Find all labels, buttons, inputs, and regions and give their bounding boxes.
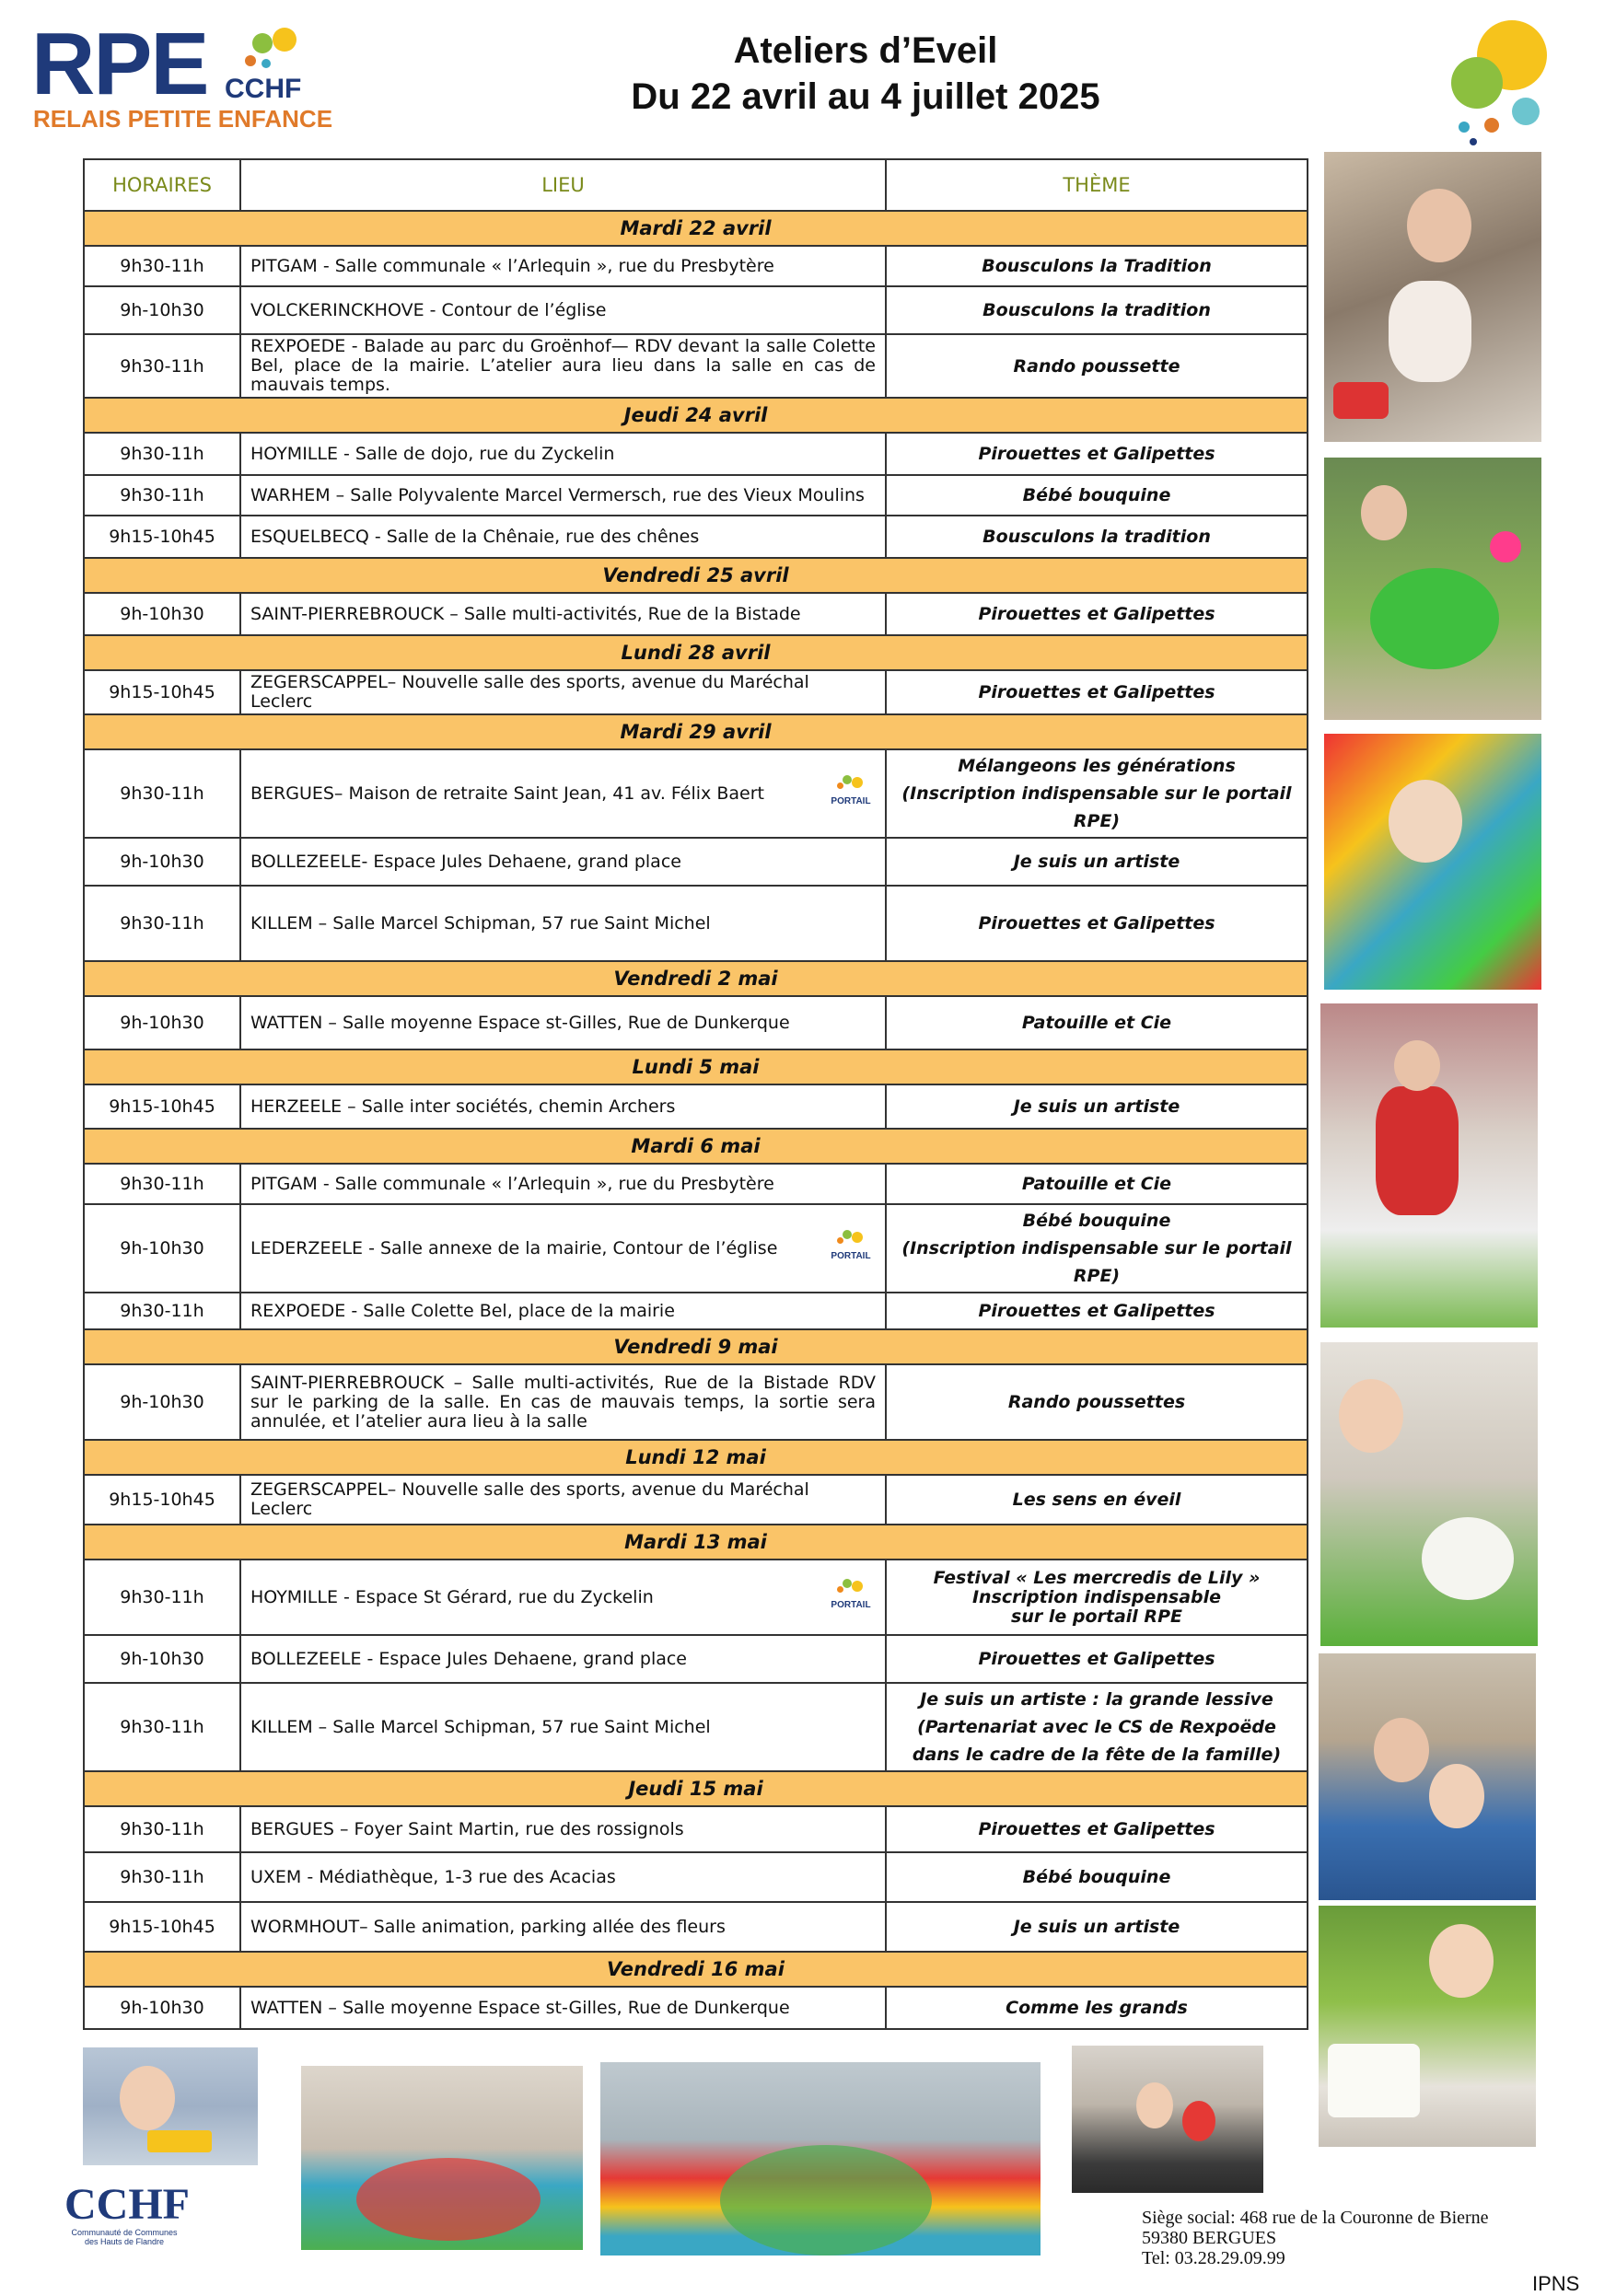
day-label: Vendredi 16 mai — [84, 1952, 1308, 1987]
theme-line: Mélangeons les générations — [958, 756, 1236, 776]
time-cell: 9h15-10h45 — [84, 1902, 240, 1952]
table-row — [84, 1164, 1308, 1204]
theme-cell: Bousculons la Tradition — [886, 246, 1308, 286]
theme-cell: Rando poussette — [886, 334, 1308, 398]
place-cell: KILLEM – Salle Marcel Schipman, 57 rue Saint Michel — [240, 886, 886, 961]
time-cell: 9h-10h30 — [84, 1204, 240, 1293]
table-row — [84, 1560, 1308, 1635]
day-row — [84, 1129, 1308, 1164]
day-label: Vendredi 25 avril — [84, 558, 1308, 593]
place-text: HOYMILLE - Espace St Gérard, rue du Zyckelin — [250, 1586, 654, 1607]
photo-parachute — [600, 2062, 1041, 2255]
photo-painting-floor — [1320, 1003, 1538, 1328]
place-cell: WATTEN – Salle moyenne Espace st-Gilles, Rue de Dunkerque — [240, 996, 886, 1049]
day-row — [84, 1440, 1308, 1475]
theme-cell — [886, 1560, 1308, 1635]
time-cell: 9h15-10h45 — [84, 1475, 240, 1525]
time-cell: 9h30-11h — [84, 749, 240, 838]
table-row — [84, 516, 1308, 558]
time-cell: 9h30-11h — [84, 246, 240, 286]
place-cell: WORMHOUT– Salle animation, parking allée des fleurs — [240, 1902, 886, 1952]
day-row — [84, 211, 1308, 246]
place-cell: UXEM - Médiathèque, 1-3 rue des Acacias — [240, 1852, 886, 1902]
photo-crafts — [1319, 1906, 1536, 2147]
col-header-lieu: LIEU — [240, 159, 886, 211]
table-row — [84, 593, 1308, 635]
time-cell: 9h-10h30 — [84, 1987, 240, 2029]
photo-blue-tarp — [1319, 1653, 1536, 1900]
time-cell: 9h30-11h — [84, 1560, 240, 1635]
day-label: Mardi 6 mai — [84, 1129, 1308, 1164]
theme-cell — [886, 1204, 1308, 1293]
time-cell: 9h-10h30 — [84, 1364, 240, 1440]
rpe-logo — [31, 15, 333, 133]
place-cell — [240, 1560, 886, 1635]
portail-label: PORTAIL — [831, 1251, 871, 1261]
theme-line: Je suis un artiste : la grande lessive — [920, 1689, 1273, 1710]
photo-ball-pit — [1324, 734, 1541, 990]
table-row — [84, 886, 1308, 961]
theme-cell: Je suis un artiste — [886, 1902, 1308, 1952]
place-cell: SAINT-PIERREBROUCK – Salle multi-activités, Rue de la Bistade — [240, 593, 886, 635]
table-row — [84, 996, 1308, 1049]
photo-baby-book — [83, 2047, 258, 2165]
logo-dot-icon — [273, 28, 296, 52]
theme-cell: Pirouettes et Galipettes — [886, 433, 1308, 475]
place-cell: VOLCKERINCKHOVE - Contour de l’église — [240, 286, 886, 334]
table-row — [84, 1806, 1308, 1852]
place-cell: BOLLEZEELE- Espace Jules Dehaene, grand place — [240, 838, 886, 886]
day-row — [84, 635, 1308, 670]
day-row — [84, 1952, 1308, 1987]
place-cell: ZEGERSCAPPEL– Nouvelle salle des sports, avenue du Maréchal Leclerc — [240, 1475, 886, 1525]
time-cell: 9h30-11h — [84, 1683, 240, 1771]
time-cell: 9h-10h30 — [84, 996, 240, 1049]
theme-line: (Partenariat avec le CS de Rexpoëde dans le cadre de la fête de la famille) — [912, 1717, 1282, 1765]
photo-circle-mat — [301, 2066, 583, 2250]
theme-line: Inscription indispensable — [971, 1586, 1222, 1607]
place-cell: BOLLEZEELE - Espace Jules Dehaene, grand place — [240, 1635, 886, 1683]
theme-line: (Inscription indispensable sur le portail RPE) — [901, 1238, 1292, 1286]
day-row — [84, 398, 1308, 433]
logo-dot-icon — [262, 59, 271, 68]
address-line: Siège social: 468 rue de la Couronne de Bierne — [1142, 2208, 1489, 2228]
address-line: Tel: 03.28.29.09.99 — [1142, 2248, 1285, 2268]
theme-cell: Je suis un artiste — [886, 838, 1308, 886]
place-cell: WATTEN – Salle moyenne Espace st-Gilles, Rue de Dunkerque — [240, 1987, 886, 2029]
place-cell — [240, 1204, 886, 1293]
table-row — [84, 433, 1308, 475]
table-row — [84, 286, 1308, 334]
day-row — [84, 558, 1308, 593]
place-cell: REXPOEDE - Balade au parc du Groënhof— RDV devant la salle Colette Bel, place de la mairie. L’atelier aura lieu dans la salle en cas de mauvais temps. — [240, 334, 886, 398]
day-label: Jeudi 24 avril — [84, 398, 1308, 433]
theme-cell: Bousculons la tradition — [886, 516, 1308, 558]
table-row — [84, 1084, 1308, 1129]
decor-dot-icon — [1512, 98, 1540, 125]
day-label: Vendredi 9 mai — [84, 1329, 1308, 1364]
day-row — [84, 1771, 1308, 1806]
photo-mother-baby — [1324, 152, 1541, 442]
theme-cell: Bébé bouquine — [886, 475, 1308, 516]
time-cell: 9h-10h30 — [84, 838, 240, 886]
place-cell: PITGAM - Salle communale « l’Arlequin », rue du Presbytère — [240, 246, 886, 286]
day-label: Lundi 5 mai — [84, 1049, 1308, 1084]
logo-dot-icon — [252, 33, 273, 53]
time-cell: 9h30-11h — [84, 1852, 240, 1902]
theme-cell: Pirouettes et Galipettes — [886, 670, 1308, 714]
day-label: Mardi 13 mai — [84, 1525, 1308, 1560]
place-cell: SAINT-PIERREBROUCK – Salle multi-activités, Rue de la Bistade RDV sur le parking de la salle. En cas de mauvais temps, la sortie sera annulée, et l’atelier aura lieu à la salle — [240, 1364, 886, 1440]
footer-logo-text: CCHF — [64, 2180, 190, 2229]
logo-rpe-text: RPE — [31, 15, 208, 113]
time-cell: 9h30-11h — [84, 475, 240, 516]
day-label: Mardi 22 avril — [84, 211, 1308, 246]
footer-logo-subtitle: Communauté de Communes des Hauts de Flandre — [71, 2228, 178, 2246]
day-row — [84, 961, 1308, 996]
time-cell: 9h30-11h — [84, 1164, 240, 1204]
title-line-1: Ateliers d’Eveil — [733, 30, 998, 71]
portail-label: PORTAIL — [831, 1600, 871, 1610]
time-cell: 9h-10h30 — [84, 1635, 240, 1683]
portail-logo-icon — [830, 775, 872, 812]
day-row — [84, 1049, 1308, 1084]
theme-cell: Comme les grands — [886, 1987, 1308, 2029]
theme-cell: Pirouettes et Galipettes — [886, 593, 1308, 635]
theme-line: Festival « Les mercredis de Lily » — [933, 1567, 1261, 1588]
theme-line: (Inscription indispensable sur le portail RPE) — [901, 783, 1292, 831]
table-row — [84, 1987, 1308, 2029]
photo-playground — [1072, 2046, 1263, 2193]
time-cell: 9h30-11h — [84, 433, 240, 475]
place-text: LEDERZEELE - Salle annexe de la mairie, Contour de l’église — [250, 1237, 778, 1258]
col-header-horaires: HORAIRES — [84, 159, 240, 211]
time-cell: 9h30-11h — [84, 1293, 240, 1329]
portail-label: PORTAIL — [831, 796, 871, 806]
theme-cell: Pirouettes et Galipettes — [886, 1635, 1308, 1683]
day-row — [84, 714, 1308, 749]
decor-dot-icon — [1470, 138, 1477, 145]
table-row — [84, 334, 1308, 398]
theme-cell: Pirouettes et Galipettes — [886, 1293, 1308, 1329]
time-cell: 9h15-10h45 — [84, 516, 240, 558]
portail-logo-icon — [830, 1230, 872, 1267]
table-row — [84, 1204, 1308, 1293]
col-header-theme: THÈME — [886, 159, 1308, 211]
schedule-table — [83, 158, 1308, 2030]
day-label: Lundi 28 avril — [84, 635, 1308, 670]
logo-subtitle: RELAIS PETITE ENFANCE — [33, 105, 333, 133]
place-cell: BERGUES – Foyer Saint Martin, rue des rossignols — [240, 1806, 886, 1852]
day-row — [84, 1329, 1308, 1364]
table-row — [84, 838, 1308, 886]
time-cell: 9h15-10h45 — [84, 670, 240, 714]
photo-child-art — [1320, 1342, 1538, 1646]
theme-cell — [886, 749, 1308, 838]
logo-cchf-text: CCHF — [225, 74, 302, 104]
decor-dot-icon — [1484, 118, 1499, 133]
table-row — [84, 1364, 1308, 1440]
place-text: BERGUES– Maison de retraite Saint Jean, 41 av. Félix Baert — [250, 783, 764, 804]
theme-cell: Je suis un artiste — [886, 1084, 1308, 1129]
ipns-label: IPNS — [1532, 2272, 1580, 2295]
theme-line: sur le portail RPE — [1011, 1606, 1182, 1627]
decor-dot-icon — [1459, 122, 1470, 133]
theme-cell — [886, 1683, 1308, 1771]
cchf-footer-logo — [64, 2182, 239, 2246]
title-line-2: Du 22 avril au 4 juillet 2025 — [631, 76, 1100, 117]
day-label: Mardi 29 avril — [84, 714, 1308, 749]
theme-cell: Rando poussettes — [886, 1364, 1308, 1440]
theme-cell: Pirouettes et Galipettes — [886, 886, 1308, 961]
table-row — [84, 1852, 1308, 1902]
time-cell: 9h15-10h45 — [84, 1084, 240, 1129]
place-cell: REXPOEDE - Salle Colette Bel, place de la mairie — [240, 1293, 886, 1329]
table-row — [84, 1902, 1308, 1952]
theme-cell: Bousculons la tradition — [886, 286, 1308, 334]
day-row — [84, 1525, 1308, 1560]
day-label: Jeudi 15 mai — [84, 1771, 1308, 1806]
table-header-row — [84, 159, 1308, 211]
place-cell — [240, 749, 886, 838]
place-cell: ZEGERSCAPPEL– Nouvelle salle des sports, avenue du Maréchal Leclerc — [240, 670, 886, 714]
day-label: Lundi 12 mai — [84, 1440, 1308, 1475]
place-cell: ESQUELBECQ - Salle de la Chênaie, rue des chênes — [240, 516, 886, 558]
table-row — [84, 1683, 1308, 1771]
theme-cell: Les sens en éveil — [886, 1475, 1308, 1525]
table-row — [84, 1475, 1308, 1525]
page-title — [497, 28, 1234, 120]
address-line: 59380 BERGUES — [1142, 2228, 1277, 2248]
theme-cell: Patouille et Cie — [886, 1164, 1308, 1204]
place-cell: KILLEM – Salle Marcel Schipman, 57 rue Saint Michel — [240, 1683, 886, 1771]
time-cell: 9h-10h30 — [84, 286, 240, 334]
theme-cell: Bébé bouquine — [886, 1852, 1308, 1902]
table-row — [84, 670, 1308, 714]
theme-line: Bébé bouquine — [1022, 1211, 1171, 1231]
table-row — [84, 1293, 1308, 1329]
theme-cell: Patouille et Cie — [886, 996, 1308, 1049]
day-label: Vendredi 2 mai — [84, 961, 1308, 996]
place-cell: HERZEELE – Salle inter sociétés, chemin Archers — [240, 1084, 886, 1129]
time-cell: 9h-10h30 — [84, 593, 240, 635]
time-cell: 9h30-11h — [84, 886, 240, 961]
logo-dot-icon — [245, 55, 256, 66]
table-row — [84, 475, 1308, 516]
decor-dot-icon — [1451, 57, 1503, 109]
table-row — [84, 246, 1308, 286]
table-row — [84, 749, 1308, 838]
portail-logo-icon — [830, 1579, 872, 1616]
place-cell: WARHEM – Salle Polyvalente Marcel Vermersch, rue des Vieux Moulins — [240, 475, 886, 516]
place-cell: HOYMILLE - Salle de dojo, rue du Zyckelin — [240, 433, 886, 475]
photo-water-table — [1324, 458, 1541, 720]
table-row — [84, 1635, 1308, 1683]
time-cell: 9h30-11h — [84, 1806, 240, 1852]
footer-address — [1142, 2208, 1489, 2268]
time-cell: 9h30-11h — [84, 334, 240, 398]
theme-cell: Pirouettes et Galipettes — [886, 1806, 1308, 1852]
place-cell: PITGAM - Salle communale « l’Arlequin », rue du Presbytère — [240, 1164, 886, 1204]
